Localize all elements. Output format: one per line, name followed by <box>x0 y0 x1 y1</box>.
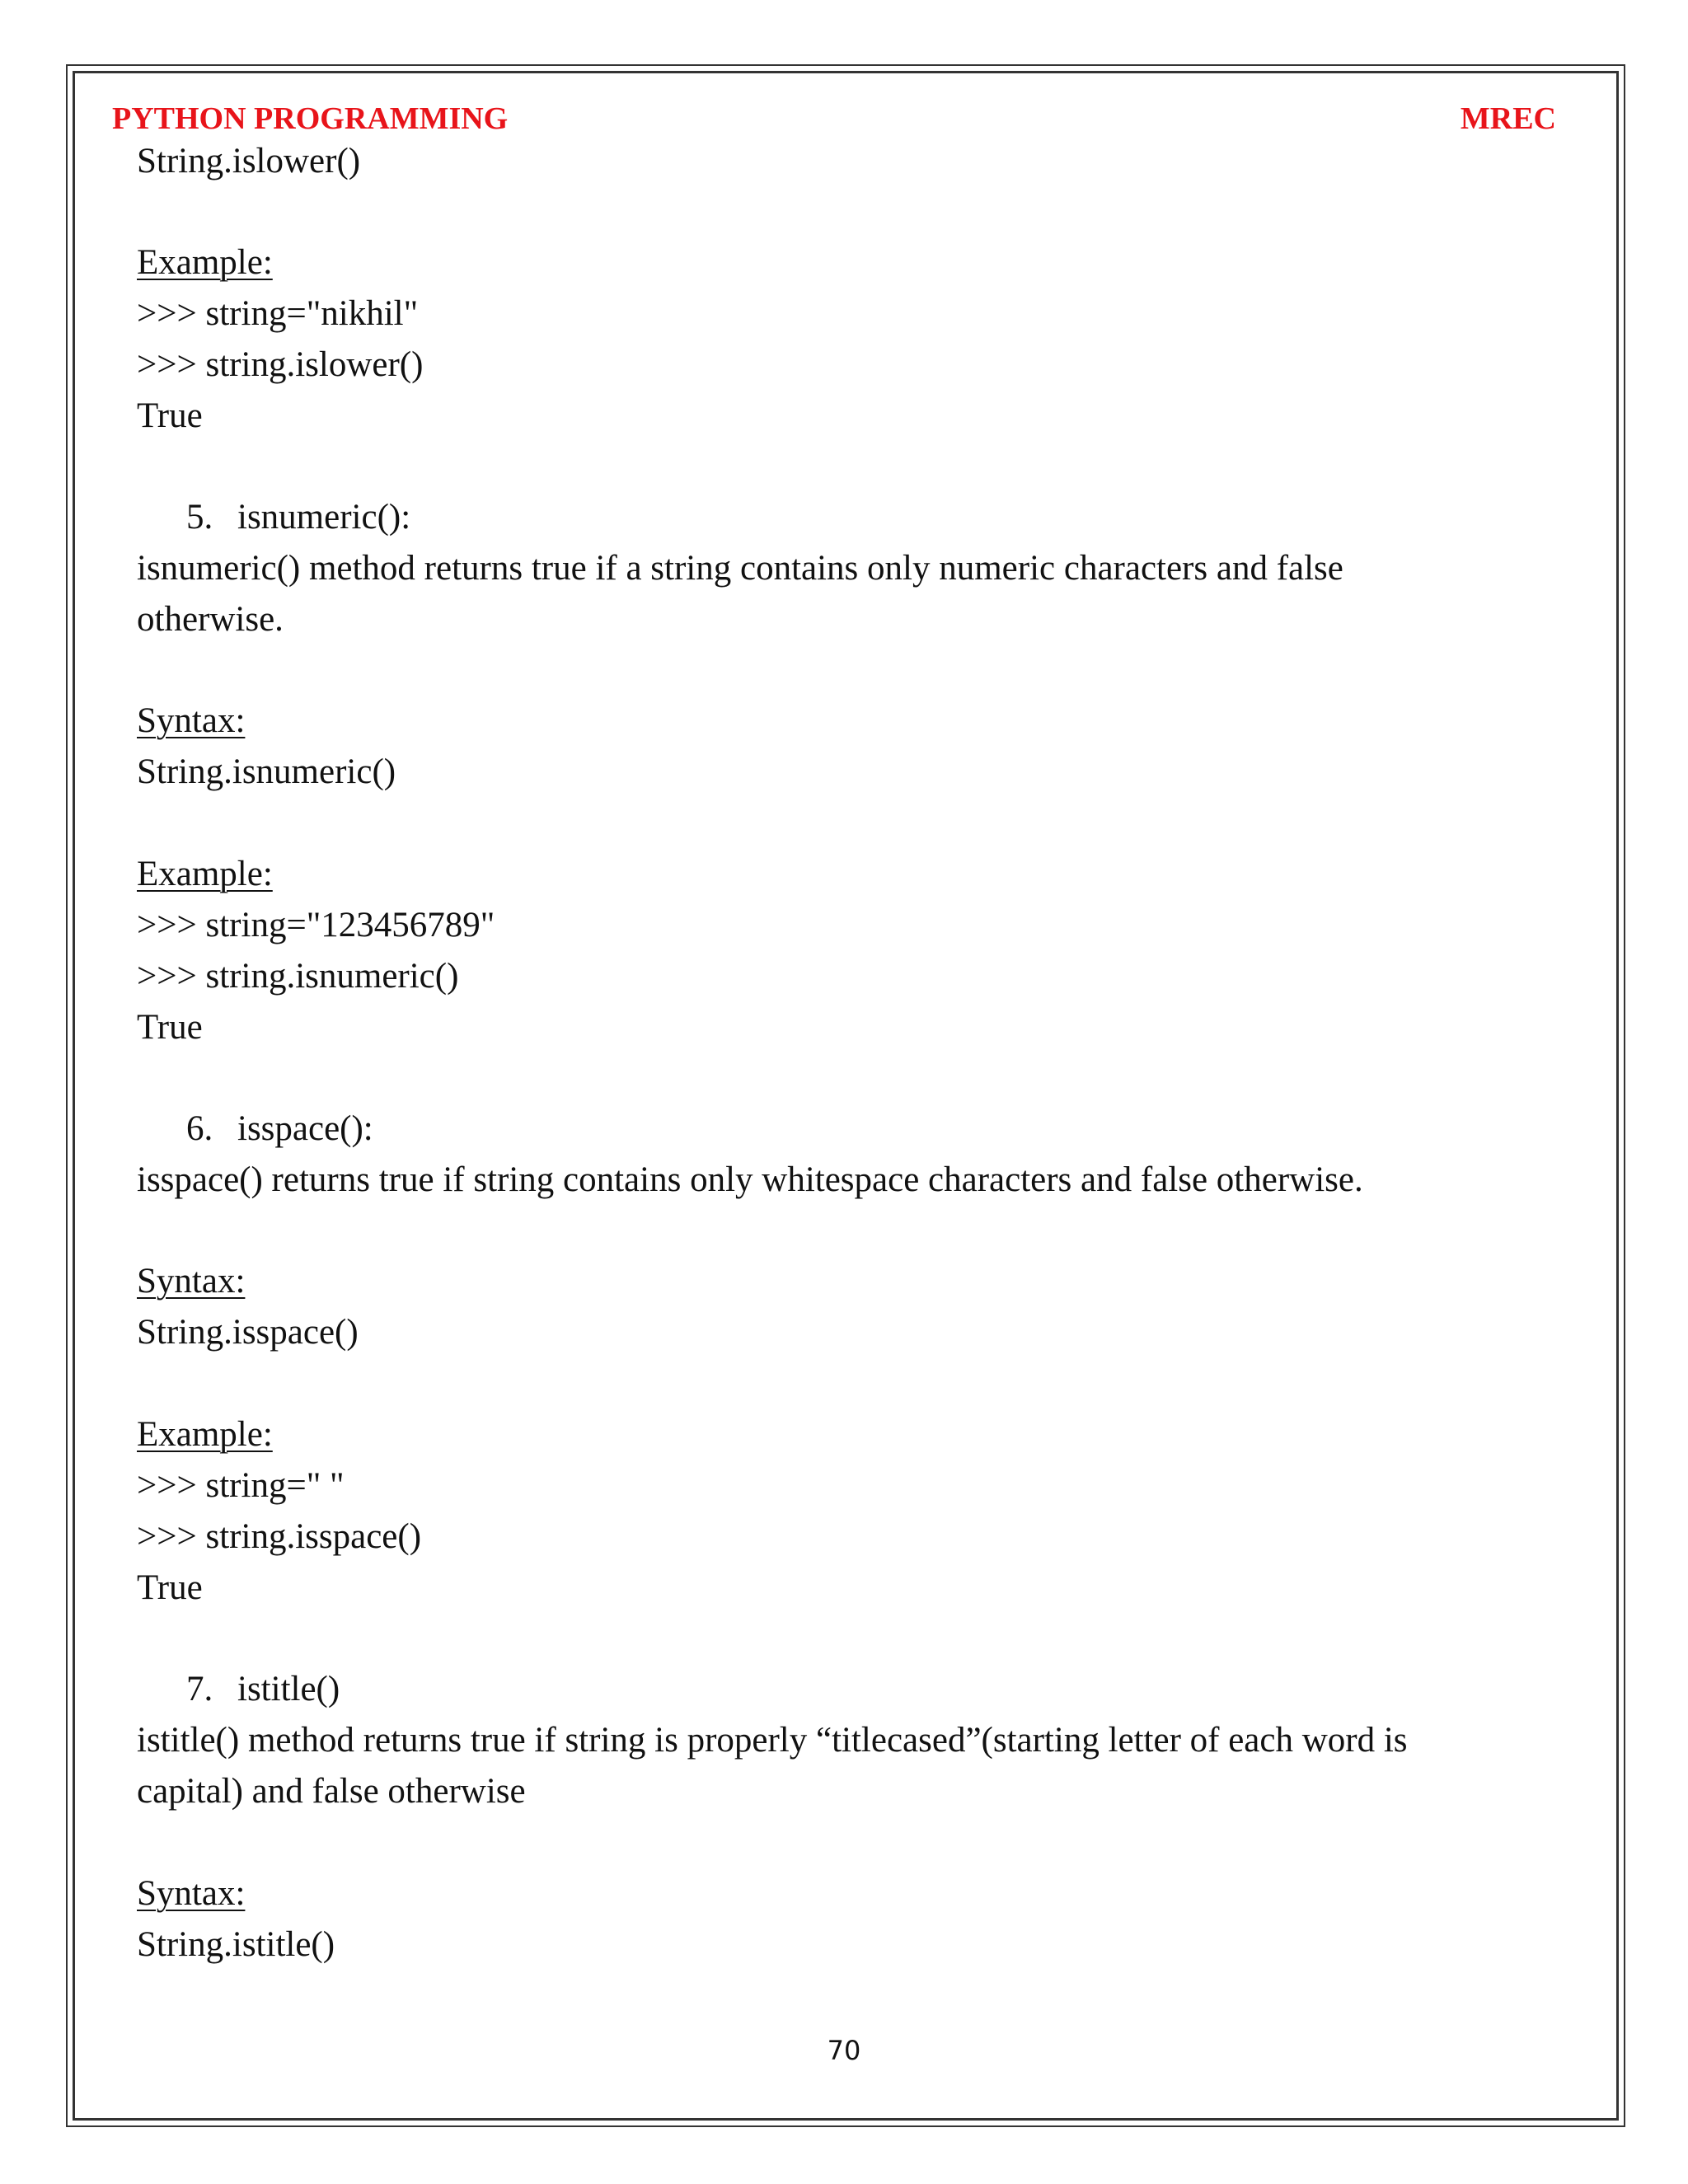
code-output: True <box>137 1008 203 1047</box>
example-heading: Example: <box>137 243 273 282</box>
code-output: True <box>137 396 203 435</box>
header-title: PYTHON PROGRAMMING <box>112 101 509 136</box>
code-line: >>> string="123456789" <box>137 906 495 944</box>
syntax-heading: Syntax: <box>137 1262 246 1301</box>
list-number: 7. <box>186 1670 213 1708</box>
code-output: True <box>137 1568 203 1607</box>
header-institution: MREC <box>1460 101 1556 136</box>
paragraph-line: otherwise. <box>137 600 284 639</box>
example-heading: Example: <box>137 855 273 893</box>
list-title: isspace(): <box>237 1109 373 1148</box>
syntax-code: String.isnumeric() <box>137 752 396 791</box>
list-number: 6. <box>186 1109 213 1148</box>
section-heading-isnumeric <box>186 494 410 541</box>
code-line: >>> string=" " <box>137 1466 345 1505</box>
page-number: 70 <box>827 2035 861 2066</box>
code-line: >>> string="nikhil" <box>137 294 419 333</box>
list-number: 5. <box>186 498 213 537</box>
code-line: >>> string.islower() <box>137 345 424 384</box>
list-title: isnumeric(): <box>237 498 411 537</box>
syntax-heading: Syntax: <box>137 701 246 740</box>
list-title: istitle() <box>237 1670 340 1708</box>
syntax-code: String.isspace() <box>137 1313 359 1352</box>
paragraph-line: isnumeric() method returns true if a string contains only numeric characters and false <box>137 549 1343 588</box>
code-line: >>> string.isnumeric() <box>137 957 459 996</box>
code-line: >>> string.isspace() <box>137 1517 422 1556</box>
paragraph-line: isspace() returns true if string contains only whitespace characters and false otherwise. <box>137 1160 1363 1199</box>
example-heading: Example: <box>137 1415 273 1454</box>
paragraph-line: capital) and false otherwise <box>137 1772 526 1811</box>
section-heading-istitle <box>186 1666 340 1713</box>
section-heading-isspace <box>186 1106 373 1152</box>
paragraph-line: istitle() method returns true if string is properly “titlecased”(starting letter of each word is <box>137 1721 1408 1760</box>
syntax-heading: Syntax: <box>137 1874 246 1913</box>
islower-syntax-code: String.islower() <box>137 142 361 180</box>
syntax-code: String.istitle() <box>137 1925 335 1964</box>
